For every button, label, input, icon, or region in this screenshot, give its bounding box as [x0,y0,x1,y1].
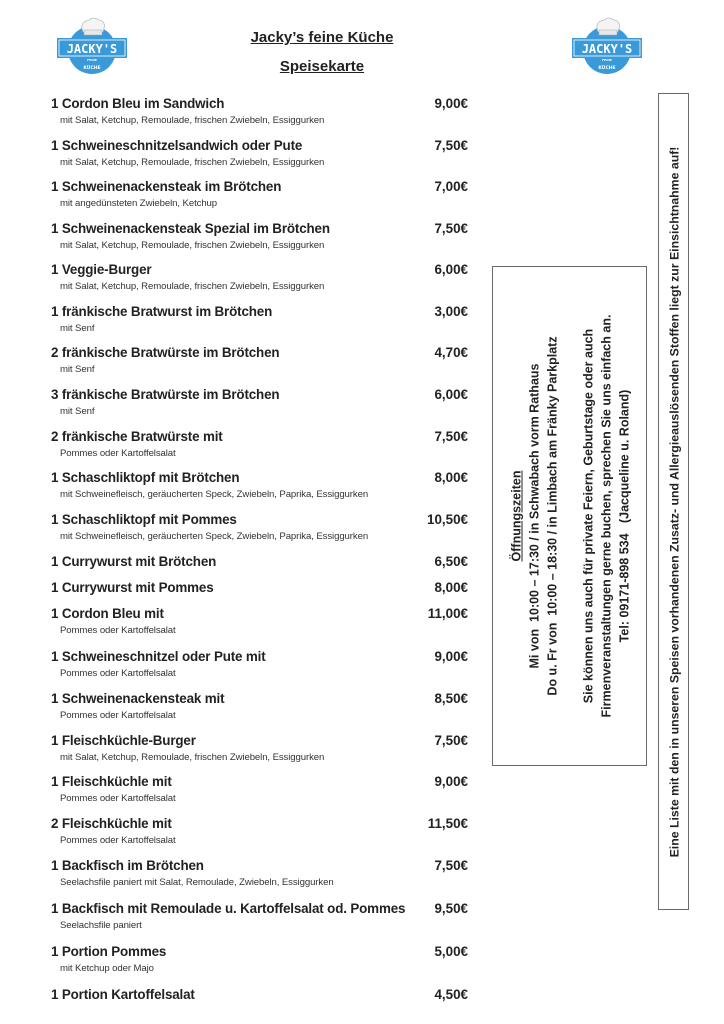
menu-item-price: 9,00€ [434,774,468,789]
menu-item-description: Pommes oder Kartoffelsalat [60,625,176,636]
menu-item-description: mit Senf [60,323,95,334]
menu-item-description: Seelachsfile paniert mit Salat, Remoulade, Zwiebeln, Essiggurken [60,877,334,888]
svg-text:JACKY'S: JACKY'S [66,42,118,56]
menu-item-price: 4,70€ [434,345,468,360]
menu-item-price: 7,50€ [434,221,468,236]
menu-item-price: 8,50€ [434,691,468,706]
menu-item-description: Pommes oder Kartoffelsalat [60,448,176,459]
menu-item-name: 1 Schweinenackensteak mit [51,691,225,706]
menu-item-price: 6,50€ [434,554,468,569]
menu-item-name: 1 Backfisch im Brötchen [51,858,204,873]
menu-item-price: 8,00€ [434,580,468,595]
booking-info-line: Firmenveranstaltungen gerne buchen, sprechen Sie uns einfach an. [598,314,613,718]
opening-hours-line: Mi von 10:00 – 17:30 / in Schwabach vorm Rathaus [526,363,541,669]
menu-item-description: Pommes oder Kartoffelsalat [60,710,176,721]
menu-item-description: mit angedünsteten Zwiebeln, Ketchup [60,198,218,209]
logo-right [570,16,644,78]
restaurant-name: Jacky’s feine Küche [250,29,394,46]
menu-item-price: 7,50€ [434,138,468,153]
menu-item-price: 6,00€ [434,387,468,402]
svg-text:JACKY'S: JACKY'S [581,42,633,56]
menu-item-description: mit Salat, Ketchup, Remoulade, frischen Zwiebeln, Essiggurken [60,240,325,251]
menu-item-name: 1 Schweinenackensteak Spezial im Brötchen [51,221,330,236]
booking-info-line: Sie können uns auch für private Feiern, Geburtstage oder auch [580,328,595,704]
menu-item-price: 8,00€ [434,470,468,485]
svg-text:FEINE: FEINE [87,58,97,62]
menu-item-name: 1 Fleischküchle mit [51,774,172,789]
menu-item-price: 9,00€ [434,96,468,111]
menu-item-price: 10,50€ [427,512,468,527]
opening-hours-box [492,266,647,766]
menu-item-price: 4,50€ [434,987,468,1002]
menu-item-price: 3,00€ [434,304,468,319]
menu-item-description: mit Ketchup oder Majo [60,963,154,974]
menu-item-price: 6,00€ [434,262,468,277]
menu-item-description: Pommes oder Kartoffelsalat [60,793,176,804]
menu-item-name: 2 Fleischküchle mit [51,816,172,831]
menu-item-name: 2 fränkische Bratwürste im Brötchen [51,345,280,360]
menu-item-description: Pommes oder Kartoffelsalat [60,835,176,846]
menu-item-description: mit Senf [60,406,95,417]
menu-item-name: 1 Schweineschnitzel oder Pute mit [51,649,266,664]
contact-phone: Tel: 09171-898 534 (Jacqueline u. Roland) [616,389,631,643]
allergen-notice: Eine Liste mit den in unseren Speisen vorhandenen Zusatz- und Allergieauslösenden Stoffen liegt zur Einsichtnahme auf! [666,146,681,857]
menu-item-description: Pommes oder Kartoffelsalat [60,668,176,679]
menu-item-name: 1 fränkische Bratwurst im Brötchen [51,304,273,319]
menu-item-name: 1 Schaschliktopf mit Brötchen [51,470,240,485]
menu-item-name: 3 fränkische Bratwürste im Brötchen [51,387,280,402]
menu-title: Speisekarte [279,58,365,75]
menu-item-name: 1 Cordon Bleu im Sandwich [51,96,225,111]
menu-item-name: 1 Veggie-Burger [51,262,152,277]
opening-hours-line: Do u. Fr von 10:00 – 18:30 / in Limbach am Fränky Parkplatz [544,336,559,696]
menu-item-name: 1 Cordon Bleu mit [51,606,164,621]
menu-item-name: 1 Schweinenackensteak im Brötchen [51,179,282,194]
svg-text:KÜCHE: KÜCHE [598,66,616,71]
menu-item-price: 7,00€ [434,179,468,194]
logo-left [55,16,129,78]
menu-item-name: 1 Schweineschnitzelsandwich oder Pute [51,138,303,153]
menu-item-price: 11,50€ [427,816,468,831]
menu-item-price: 9,50€ [434,901,468,916]
menu-item-name: 1 Schaschliktopf mit Pommes [51,512,237,527]
menu-item-name: 1 Fleischküchle-Burger [51,733,196,748]
menu-item-name: 1 Currywurst mit Brötchen [51,554,217,569]
menu-item-price: 7,50€ [434,733,468,748]
menu-item-name: 1 Portion Kartoffelsalat [51,987,195,1002]
opening-hours-heading: Öffnungszeiten [508,470,523,562]
menu-item-price: 5,00€ [434,944,468,959]
menu-item-description: mit Senf [60,364,95,375]
menu-item-description: Seelachsfile paniert [60,920,142,931]
svg-text:FEINE: FEINE [602,58,612,62]
menu-item-price: 7,50€ [434,429,468,444]
chef-hat-logo-icon [570,16,644,78]
menu-item-name: 1 Portion Pommes [51,944,167,959]
menu-item-description: mit Schweinefleisch, geräucherten Speck, Zwiebeln, Paprika, Essiggurken [60,489,369,500]
svg-text:KÜCHE: KÜCHE [83,66,101,71]
menu-item-name: 1 Backfisch mit Remoulade u. Kartoffelsalat od. Pommes [51,901,406,916]
chef-hat-logo-icon [55,16,129,78]
menu-item-price: 11,00€ [427,606,468,621]
menu-item-description: mit Salat, Ketchup, Remoulade, frischen Zwiebeln, Essiggurken [60,157,325,168]
menu-item-description: mit Salat, Ketchup, Remoulade, frischen Zwiebeln, Essiggurken [60,115,325,126]
menu-item-description: mit Salat, Ketchup, Remoulade, frischen Zwiebeln, Essiggurken [60,281,325,292]
menu-item-price: 7,50€ [434,858,468,873]
menu-item-description: mit Schweinefleisch, geräucherten Speck, Zwiebeln, Paprika, Essiggurken [60,531,369,542]
allergen-notice-box [658,93,689,910]
menu-item-name: 2 fränkische Bratwürste mit [51,429,223,444]
menu-item-description: mit Salat, Ketchup, Remoulade, frischen Zwiebeln, Essiggurken [60,752,325,763]
menu-item-name: 1 Currywurst mit Pommes [51,580,214,595]
menu-item-price: 9,00€ [434,649,468,664]
